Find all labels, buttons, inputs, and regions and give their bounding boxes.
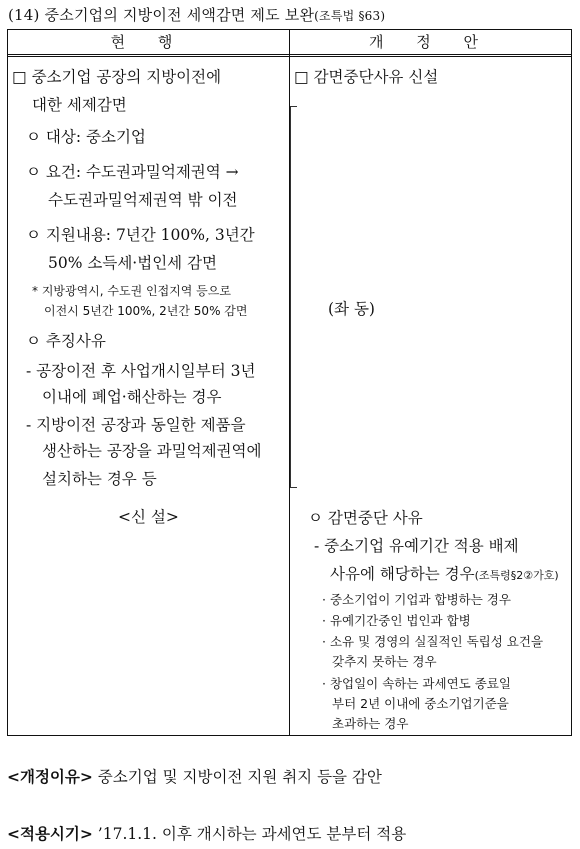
current-req-line1: ㅇ 요건: 수도권과밀억제권역 → [26,163,239,181]
proposed-stop-a2-ref: (조특령§2②가호) [474,569,559,582]
header-proposed: 개 정 안 [368,33,492,51]
current-new-marker: <신 설> [118,508,179,526]
current-req-line2: 수도권과밀억제권역 밖 이전 [48,191,238,209]
revision-reason-text: 중소기업 및 지방이전 지원 취지 등을 감안 [92,768,382,786]
section-title [8,4,574,25]
proposed-bullet-3a: · 소유 및 경영의 실질적인 독립성 요건을 [322,634,544,649]
same-as-left-bracket [290,106,297,488]
revision-reason-label: <개정이유> [7,768,93,786]
proposed-stop-a2 [330,560,559,588]
proposed-bullet-2: · 유예기간중인 법인과 합병 [322,613,471,628]
current-recapture-a2: 이내에 폐업·해산하는 경우 [42,388,222,406]
effective-date [7,822,406,844]
effective-date-text: ’17.1.1. 이후 개시하는 과세연도 분부터 적용 [92,825,407,843]
current-recapture: ㅇ 추징사유 [26,332,106,350]
revision-reason [7,765,382,787]
proposed-stop-a1: - 중소기업 유예기간 적용 배제 [314,537,519,555]
proposed-bullet-4a: · 창업일이 속하는 과세연도 종료일 [322,676,511,691]
header-current: 현 행 [110,33,187,51]
current-note-line2: 이전시 5년간 100%, 2년간 50% 감면 [44,304,248,318]
current-recapture-b2: 생산하는 공장을 과밀억제권역에 [42,442,262,460]
proposed-stop-a2-text: 사유에 해당하는 경우 [330,565,475,583]
current-note-line1: * 지방광역시, 수도권 인접지역 등으로 [32,284,231,298]
proposed-stop-heading: ㅇ 감면중단 사유 [308,509,423,527]
proposed-bullet-4b: 부터 2년 이내에 중소기업기준을 [332,696,509,711]
current-target: ㅇ 대상: 중소기업 [26,128,146,146]
current-recapture-b1: - 지방이전 공장과 동일한 제품을 [26,416,246,434]
proposed-same-as-left: (좌 동) [328,300,375,318]
proposed-bullet-3b: 갖추지 못하는 경우 [332,654,437,669]
proposed-bullet-4c: 초과하는 경우 [332,716,409,731]
current-box-line2: 대한 세제감면 [32,96,127,114]
proposed-bullet-1: · 중소기업이 기업과 합병하는 경우 [322,592,511,607]
current-support-line2: 50% 소득세·법인세 감면 [48,254,218,272]
current-recapture-a1: - 공장이전 후 사업개시일부터 3년 [26,362,256,380]
title-main: (14) 중소기업의 지방이전 세액감면 제도 보완 [8,6,315,24]
effective-date-label: <적용시기> [7,825,93,843]
proposed-box: □ 감면중단사유 신설 [294,68,439,86]
current-support-line1: ㅇ 지원내용: 7년간 100%, 3년간 [26,226,255,244]
title-law-ref: (조특법 §63) [314,9,386,23]
current-recapture-b3: 설치하는 경우 등 [42,470,157,488]
current-box-line1: □ 중소기업 공장의 지방이전에 [12,68,222,86]
